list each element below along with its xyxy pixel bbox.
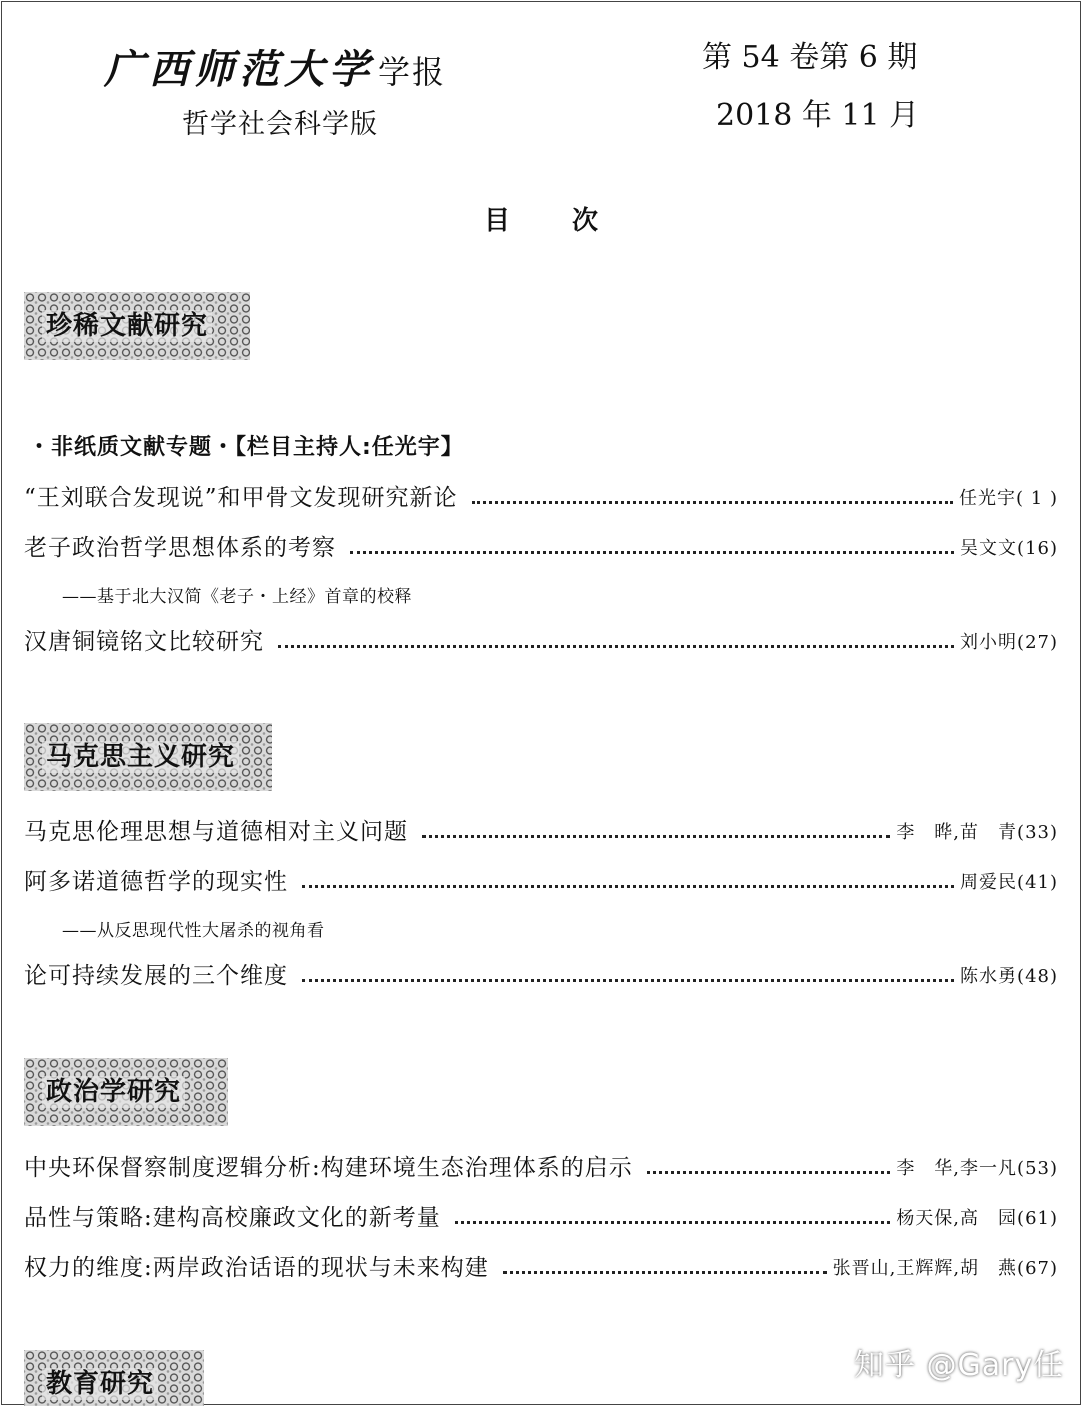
dot-leader bbox=[647, 1171, 891, 1174]
masthead-main: 广西师范大学 bbox=[104, 46, 374, 93]
entry-author-page: 吴文文(16) bbox=[960, 538, 1058, 559]
entry-subtitle: ——从反思现代性大屠杀的视角看 bbox=[62, 921, 325, 941]
section-banner bbox=[24, 723, 272, 791]
entry-author-page: 杨天保,高 园(61) bbox=[896, 1208, 1058, 1229]
entry-author-page: 李 晔,苗 青(33) bbox=[896, 822, 1058, 843]
masthead-suffix: 学报 bbox=[378, 53, 447, 91]
entry-subtitle: ——基于北大汉简《老子・上经》首章的校释 bbox=[62, 587, 412, 607]
entry-title: 中央环保督察制度逻辑分析:构建环境生态治理体系的启示 bbox=[24, 1155, 633, 1181]
issue-date: 2018 年 11 月 bbox=[716, 98, 920, 133]
journal-edition: 哲学社会科学版 bbox=[182, 109, 378, 140]
entry-title: 论可持续发展的三个维度 bbox=[24, 963, 288, 989]
dot-leader bbox=[302, 885, 954, 888]
toc-entry[interactable] bbox=[24, 478, 1058, 512]
dot-leader bbox=[278, 645, 954, 648]
entry-title: 品性与策略:建构高校廉政文化的新考量 bbox=[24, 1205, 441, 1231]
dot-leader bbox=[302, 979, 954, 982]
entry-author-page: 刘小明(27) bbox=[960, 632, 1058, 653]
section-banner bbox=[24, 1058, 228, 1126]
entry-author-page: 任光宇( 1 ) bbox=[959, 488, 1058, 509]
toc-entry[interactable] bbox=[24, 1198, 1058, 1232]
toc-entry[interactable] bbox=[24, 862, 1058, 896]
entry-title: 老子政治哲学思想体系的考察 bbox=[24, 535, 336, 561]
toc-entry[interactable] bbox=[24, 1148, 1058, 1182]
dot-leader bbox=[503, 1271, 827, 1274]
dot-leader bbox=[422, 835, 890, 838]
toc-entry[interactable] bbox=[24, 528, 1058, 562]
watermark: 知乎 @Gary任 bbox=[854, 1348, 1065, 1383]
entry-author-page: 陈水勇(48) bbox=[960, 966, 1058, 987]
entry-title: 阿多诺道德哲学的现实性 bbox=[24, 869, 288, 895]
section-label: 马克思主义研究 bbox=[42, 741, 239, 773]
dot-leader bbox=[472, 501, 954, 504]
entry-title: 马克思伦理思想与道德相对主义问题 bbox=[24, 819, 408, 845]
entry-author-page: 李 华,李一凡(53) bbox=[896, 1158, 1058, 1179]
section-banner bbox=[24, 1350, 204, 1406]
dot-leader bbox=[455, 1221, 891, 1224]
section-label: 珍稀文献研究 bbox=[42, 310, 212, 342]
journal-masthead bbox=[104, 38, 446, 95]
entry-title: 权力的维度:两岸政治话语的现状与未来构建 bbox=[24, 1255, 489, 1281]
toc-entry[interactable] bbox=[24, 622, 1058, 656]
section-label: 政治学研究 bbox=[42, 1076, 185, 1108]
column-note: ・非纸质文献专题・【栏目主持人:任光宇】 bbox=[28, 435, 464, 460]
entry-title: “王刘联合发现说”和甲骨文发现研究新论 bbox=[24, 485, 458, 511]
entry-author-page: 张晋山,王辉辉,胡 燕(67) bbox=[832, 1258, 1058, 1279]
toc-entry[interactable] bbox=[24, 1248, 1058, 1282]
toc-title: 目 次 bbox=[484, 206, 601, 236]
toc-entry[interactable] bbox=[24, 812, 1058, 846]
issue-number: 第 54 卷第 6 期 bbox=[702, 40, 918, 75]
toc-entry[interactable] bbox=[24, 956, 1058, 990]
entry-title: 汉唐铜镜铭文比较研究 bbox=[24, 629, 264, 655]
section-banner bbox=[24, 292, 250, 360]
section-label: 教育研究 bbox=[42, 1368, 158, 1400]
dot-leader bbox=[350, 551, 954, 554]
entry-author-page: 周爱民(41) bbox=[960, 872, 1058, 893]
